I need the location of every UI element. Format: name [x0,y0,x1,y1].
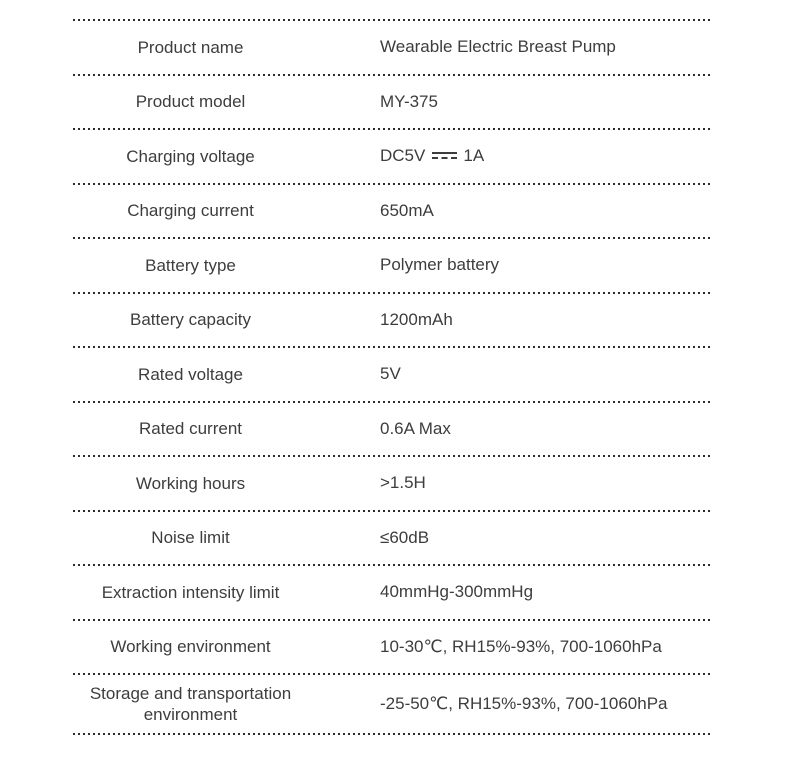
spec-value: ≤60dB [380,527,430,547]
spec-value: Wearable Electric Breast Pump [380,37,616,57]
spec-value: MY-375 [380,91,438,111]
spec-label: Product name [137,37,244,57]
table-row [73,675,710,733]
spec-label: Product model [135,92,246,112]
spec-label: Working environment [110,637,271,657]
spec-label: Battery type [145,255,236,275]
spec-value: 5V [380,364,401,384]
spec-label: Rated voltage [138,364,243,384]
table-row [73,21,710,74]
table-row [73,512,710,565]
spec-value: 10-30℃, RH15%-93%, 700-1060hPa [380,636,662,656]
spec-label: Working hours [135,473,246,493]
table-row [73,621,710,674]
spec-label: Storage and transportation environment [89,683,292,724]
table-row [73,566,710,619]
spec-label: Charging current [127,201,254,221]
table-row [73,348,710,401]
spec-value: >1.5H [380,473,426,493]
table-row [73,185,710,238]
table-row [73,130,710,183]
spec-value: Polymer battery [380,255,500,275]
spec-value: 650mA [380,200,434,220]
table-row [73,76,710,129]
dc-current-icon [432,152,457,160]
spec-label: Rated current [139,419,242,439]
table-row [73,294,710,347]
spec-value: 0.6A Max [380,418,451,438]
spec-label: Charging voltage [126,146,255,166]
spec-label: Extraction intensity limit [101,582,280,602]
dotted-divider [73,733,710,735]
spec-value: 1200mAh [380,309,453,329]
spec-value: 40mmHg-300mmHg [380,582,534,602]
spec-value [308,146,710,166]
table-row [73,239,710,292]
table-row [73,403,710,456]
spec-label: Battery capacity [130,310,251,330]
dc-value-suffix: 1A [463,146,485,166]
spec-table [73,19,710,735]
table-row [73,457,710,510]
dc-value-prefix: DC5V [380,146,426,166]
spec-value: -25-50℃, RH15%-93%, 700-1060hPa [380,694,668,713]
spec-label: Noise limit [151,528,230,548]
